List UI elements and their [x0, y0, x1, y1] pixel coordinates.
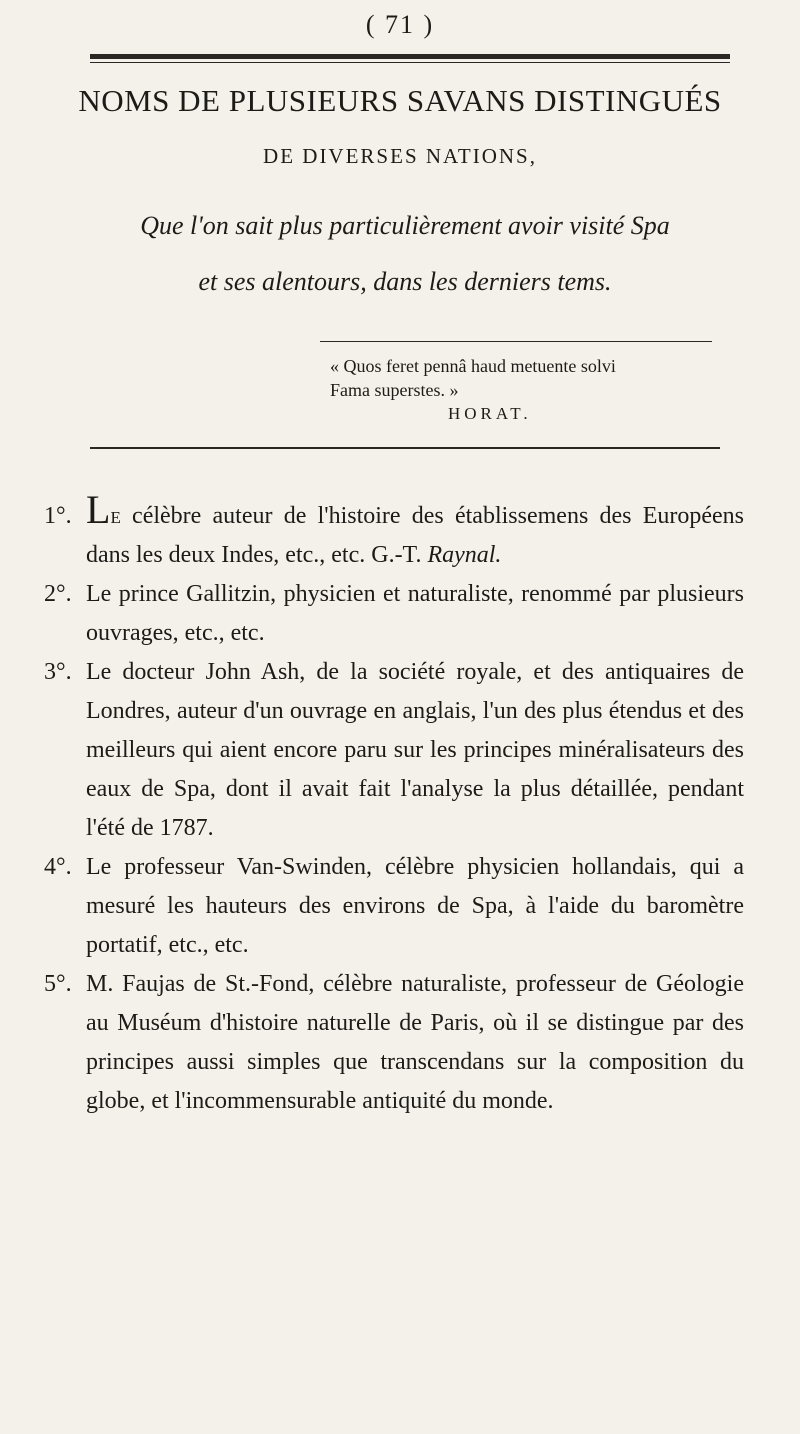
entry-text: M. Faujas de St.-Fond, célèbre naturaliste, professeur de Géologie au Muséum d'histoire naturelle de Paris, où il se distingue par des principes aussi simples que transcendans sur la composition du globe, et l'incommensurable antiquité du monde.: [86, 971, 744, 1114]
drop-cap: L: [86, 487, 111, 532]
header-rule-thin: [90, 62, 730, 63]
entry-number: 2°.: [44, 581, 72, 607]
list-item: [44, 575, 744, 653]
entry-text: Le professeur Van-Swinden, célèbre physicien hollandais, qui a mesuré les hauteurs des environs de Spa, à l'aide du baromètre portatif, etc., etc.: [86, 854, 744, 958]
header-rule-thick: [90, 54, 730, 59]
entry-text: célèbre auteur de l'histoire des établissemens des Européens dans les deux Indes, etc., etc. G.-T.: [86, 503, 744, 568]
entry-italic-name: Raynal.: [427, 542, 502, 568]
intro-line-2: et ses alentours, dans les derniers tems.: [198, 267, 612, 296]
list-item: [44, 653, 744, 848]
list-item: [44, 487, 744, 575]
entry-text: Le docteur John Ash, de la société royale, et des antiquaires de Londres, auteur d'un ouvrage en anglais, l'un des plus étendus et des meilleurs qui aient encore paru sur les principes minéralisateurs des eaux de Spa, dont il avait fait l'analyse la plus détaillée, pendant l'été de 1787.: [86, 659, 744, 841]
page-number: ( 71 ): [365, 10, 435, 39]
epigraph-line-1: « Quos feret pennâ haud metuente solvi: [330, 356, 616, 376]
intro-line-1: Que l'on sait plus particulièrement avoir visité Spa: [140, 211, 670, 240]
section-subheading: DE DIVERSES NATIONS,: [263, 144, 537, 168]
list-item: [44, 848, 744, 965]
epigraph-author: HORAT.: [448, 404, 532, 423]
epigraph-rule-top: [320, 341, 712, 342]
entry-number: 3°.: [44, 659, 72, 685]
small-caps-text: e: [110, 503, 121, 529]
epigraph-line-2: Fama superstes. »: [330, 380, 459, 400]
intro-text: [70, 198, 740, 310]
section-heading: NOMS DE PLUSIEURS SAVANS DISTINGUÉS: [78, 83, 722, 118]
epigraph: [330, 354, 720, 426]
entry-text: Le prince Gallitzin, physicien et naturaliste, renommé par plusieurs ouvrages, etc., etc.: [86, 581, 744, 646]
savants-list: [44, 487, 744, 1121]
epigraph-rule-bottom: [90, 447, 720, 449]
list-item: [44, 965, 744, 1121]
entry-number: 5°.: [44, 971, 72, 997]
entry-number: 1°.: [44, 503, 72, 529]
entry-number: 4°.: [44, 854, 72, 880]
